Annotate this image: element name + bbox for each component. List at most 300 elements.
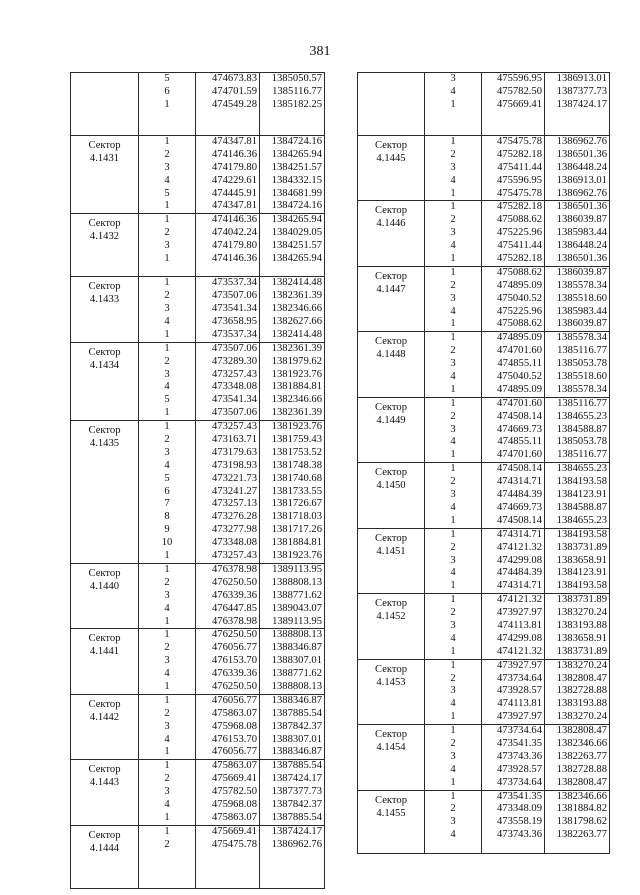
- coordinate-y: 1381748.38: [271, 459, 322, 471]
- coordinate-y: 1388307.01: [271, 655, 322, 667]
- coordinate-y: 1384655.23: [556, 514, 607, 526]
- coordinate-y: 1384029.05: [271, 227, 322, 239]
- coordinate-x: 473348.09: [496, 803, 542, 815]
- coordinate-x: 473541.35: [496, 737, 542, 749]
- coordinate-x: 474895.09: [496, 332, 542, 344]
- coordinate-y-column: [545, 266, 610, 331]
- coordinate-y: 1385116.77: [557, 345, 607, 357]
- coordinate-y: 1387885.54: [271, 811, 322, 823]
- coordinate-y: 1387377.73: [556, 85, 607, 97]
- point-number: 4: [450, 174, 456, 186]
- sector-cell: [71, 629, 139, 694]
- coordinate-y-column: [545, 790, 610, 853]
- coordinate-x: 474508.14: [496, 514, 542, 526]
- coordinate-x: 475863.07: [211, 707, 257, 719]
- coordinate-x: 473241.27: [211, 485, 257, 497]
- coordinate-y: 1381717.26: [271, 524, 322, 536]
- coordinate-y: 1381884.81: [271, 381, 322, 393]
- point-number-column: [425, 725, 482, 790]
- point-number: 5: [164, 73, 170, 84]
- point-number: 1: [450, 383, 456, 395]
- point-number: 1: [450, 790, 456, 802]
- point-number: 3: [164, 446, 170, 458]
- point-number: 1: [450, 645, 456, 657]
- point-number: 1: [164, 342, 170, 354]
- sector-cell: [358, 397, 425, 462]
- point-number: 4: [450, 240, 456, 252]
- point-number: 2: [450, 279, 456, 291]
- coordinate-y-column: [545, 725, 610, 790]
- coordinate-y: 1381740.68: [271, 472, 322, 484]
- coordinate-x: 473277.98: [211, 524, 257, 536]
- coordinate-y-column: [260, 694, 325, 759]
- point-number: 1: [450, 580, 456, 592]
- point-number: 1: [450, 266, 456, 278]
- coordinate-y: 1382346.66: [271, 303, 322, 315]
- coordinate-x: 474701.60: [496, 397, 542, 409]
- sector-row: [358, 397, 610, 462]
- coordinate-y: 1381726.67: [271, 498, 322, 510]
- coordinate-y: 1388808.13: [271, 680, 322, 692]
- coordinate-x: 476250.50: [211, 629, 257, 641]
- coordinate-x: 473541.34: [211, 303, 257, 315]
- sector-name: Сектор 4.1431: [88, 140, 121, 164]
- sector-row: [358, 73, 610, 136]
- sector-name: Сектор 4.1452: [375, 598, 407, 623]
- point-number-column: [139, 214, 196, 277]
- coordinate-x: 475596.95: [496, 174, 542, 186]
- coordinate-x: 473198.93: [211, 459, 257, 471]
- coordinate-x: 475040.52: [496, 292, 542, 304]
- coordinate-y-column: [545, 528, 610, 593]
- coordinate-x: 473658.95: [211, 316, 257, 328]
- point-number: 1: [450, 594, 456, 606]
- coordinate-x: 473928.57: [496, 685, 542, 697]
- coordinate-x: 473276.28: [211, 511, 257, 523]
- point-number-column: [139, 277, 196, 342]
- coordinate-x: 473179.63: [211, 446, 257, 458]
- coordinate-y: 1385578.34: [556, 279, 607, 291]
- coordinate-y: 1383731.89: [556, 645, 607, 657]
- coordinate-x: 473734.64: [496, 725, 542, 737]
- coordinate-x: 475782.50: [211, 786, 257, 798]
- point-number: 1: [164, 811, 170, 823]
- point-number: 2: [164, 227, 170, 239]
- coordinate-x: 474121.32: [496, 594, 542, 606]
- sector-cell: [358, 73, 425, 136]
- coordinate-y: 1382414.48: [271, 277, 322, 289]
- point-number: 2: [450, 345, 456, 357]
- coordinate-x: 474895.09: [496, 279, 542, 291]
- sector-name: Сектор 4.1432: [88, 218, 121, 243]
- coordinate-y: 1381759.43: [271, 434, 322, 446]
- coordinate-x: 474549.28: [211, 98, 257, 110]
- point-number: 5: [164, 187, 170, 199]
- point-number: 1: [164, 98, 170, 110]
- coordinate-y: 1381923.76: [271, 368, 322, 380]
- coordinate-x-column: [196, 694, 260, 759]
- point-number-column: [425, 790, 482, 853]
- coordinate-x: 474508.14: [496, 410, 542, 422]
- sector-cell: [71, 760, 139, 825]
- coordinate-y-column: [260, 760, 325, 825]
- sector-row: [71, 73, 325, 136]
- coordinate-y: 1384193.58: [556, 580, 607, 592]
- point-number: 10: [161, 537, 173, 549]
- coordinate-y-column: [545, 397, 610, 462]
- point-number: 1: [164, 746, 170, 758]
- coordinate-y: 1382361.39: [271, 290, 322, 302]
- coordinate-y: 1386039.87: [556, 214, 607, 226]
- coordinate-x: 475669.41: [496, 98, 542, 110]
- coordinate-x: 474701.60: [496, 345, 542, 357]
- coordinate-x: 474855.11: [497, 358, 542, 370]
- coordinate-y-column: [545, 136, 610, 201]
- point-number: 1: [450, 725, 456, 737]
- point-number-column: [139, 629, 196, 694]
- point-number: 5: [164, 394, 170, 406]
- coordinate-y: 1387424.17: [556, 98, 607, 110]
- point-number: 3: [164, 655, 170, 667]
- point-number: 3: [450, 358, 456, 370]
- sector-row: [71, 214, 325, 277]
- coordinate-y: 1381733.55: [271, 485, 322, 497]
- coordinate-x: 473541.35: [496, 790, 542, 802]
- coordinate-x: 474701.60: [496, 449, 542, 461]
- coordinate-x: 473927.97: [496, 711, 542, 723]
- point-number: 1: [450, 528, 456, 540]
- point-number-column: [425, 463, 482, 528]
- coordinate-y: 1389043.07: [271, 602, 322, 614]
- coordinate-y: 1389113.95: [272, 563, 322, 575]
- point-number: 1: [164, 629, 170, 641]
- coordinate-y: 1384193.58: [556, 528, 607, 540]
- point-number-column: [139, 825, 196, 888]
- point-number: 1: [164, 214, 170, 226]
- coordinate-x: 474179.80: [211, 161, 257, 173]
- point-number: 3: [450, 750, 456, 762]
- coordinate-y: 1383270.24: [556, 711, 607, 723]
- point-number: 3: [450, 816, 456, 828]
- point-number: 1: [450, 397, 456, 409]
- coordinates-table-right: [357, 72, 610, 854]
- coordinate-x: 474508.14: [496, 463, 542, 475]
- point-number: 3: [164, 589, 170, 601]
- coordinate-x-column: [482, 528, 545, 593]
- coordinate-x: 474146.36: [211, 253, 257, 265]
- coordinate-x: 474229.61: [211, 174, 257, 186]
- coordinate-y: 1387377.73: [271, 786, 322, 798]
- coordinate-x: 474669.73: [496, 423, 542, 435]
- point-number: 1: [450, 463, 456, 475]
- point-number: 1: [450, 332, 456, 344]
- coordinate-x: 474484.39: [496, 489, 542, 501]
- coordinate-y: 1381979.62: [271, 355, 322, 367]
- coordinate-x: 473257.13: [211, 498, 257, 510]
- point-number: 2: [450, 476, 456, 488]
- coordinate-x-column: [482, 594, 545, 659]
- sector-name: [358, 73, 424, 76]
- sector-row: [71, 563, 325, 628]
- coordinate-x: 474673.83: [211, 73, 257, 84]
- sector-row: [71, 136, 325, 214]
- point-number: 1: [164, 825, 170, 837]
- sector-cell: [358, 594, 425, 659]
- sector-cell: [358, 790, 425, 853]
- coordinate-y: 1382263.77: [556, 829, 607, 841]
- coordinate-y: 1386962.76: [556, 136, 607, 147]
- point-number: 2: [450, 148, 456, 160]
- coordinate-y: 1384681.99: [271, 187, 322, 199]
- coordinate-y-column: [545, 463, 610, 528]
- sector-cell: [71, 694, 139, 759]
- coordinate-x: 474701.59: [211, 85, 257, 97]
- coordinate-x: 476056.77: [211, 694, 257, 706]
- coordinate-x: 475863.07: [211, 811, 257, 823]
- coordinate-y: 1384655.23: [556, 410, 607, 422]
- sector-name: Сектор 4.1441: [88, 633, 121, 658]
- point-number: 1: [450, 136, 456, 147]
- coordinate-y: 1382361.39: [271, 342, 322, 354]
- point-number: 1: [450, 711, 456, 723]
- coordinate-y: 1384123.91: [556, 489, 607, 501]
- coordinate-y: 1388808.13: [271, 629, 322, 641]
- coordinate-x-column: [482, 397, 545, 462]
- point-number: 3: [164, 720, 170, 732]
- sector-name: [71, 73, 138, 76]
- sector-row: [71, 629, 325, 694]
- coordinate-x: 473734.64: [496, 776, 542, 788]
- coordinate-x: 473507.06: [211, 407, 257, 419]
- coordinate-y: 1385053.78: [556, 358, 607, 370]
- point-number: 2: [164, 290, 170, 302]
- point-number: 4: [164, 459, 170, 471]
- coordinate-y: 1385518.60: [556, 292, 607, 304]
- coordinate-y: 1388771.62: [271, 668, 322, 680]
- coordinate-x: 474146.36: [211, 214, 257, 226]
- sector-row: [358, 136, 610, 201]
- coordinate-x: 473348.08: [211, 537, 257, 549]
- coordinate-x-column: [196, 277, 260, 342]
- coordinate-y: 1384332.15: [271, 174, 322, 186]
- coordinate-x-column: [196, 825, 260, 888]
- coordinate-x-column: [196, 421, 260, 564]
- coordinate-x: 474042.24: [211, 227, 257, 239]
- coordinate-x: 476153.70: [211, 733, 257, 745]
- point-number: 3: [450, 161, 456, 173]
- coordinate-x-column: [196, 629, 260, 694]
- point-number: 2: [164, 707, 170, 719]
- coordinate-x: 476378.98: [211, 615, 257, 627]
- point-number: 2: [164, 642, 170, 654]
- coordinate-x: 474179.80: [211, 240, 257, 252]
- sector-name: Сектор 4.1433: [88, 281, 121, 306]
- coordinate-y: 1381923.76: [271, 421, 322, 433]
- point-number: 4: [450, 501, 456, 513]
- point-number: 1: [164, 277, 170, 289]
- coordinate-y-column: [260, 277, 325, 342]
- point-number: 1: [450, 449, 456, 461]
- coordinate-x-column: [196, 563, 260, 628]
- coordinate-y-column: [545, 659, 610, 724]
- point-number-column: [425, 528, 482, 593]
- point-number: 1: [164, 253, 170, 265]
- sector-row: [358, 332, 610, 397]
- point-number: 3: [450, 292, 456, 304]
- sector-row: [358, 201, 610, 266]
- point-number: 4: [450, 829, 456, 841]
- coordinate-y: 1384588.87: [556, 423, 607, 435]
- coordinate-x: 476153.70: [211, 655, 257, 667]
- point-number: 4: [164, 602, 170, 614]
- coordinate-x: 476339.36: [211, 589, 257, 601]
- coordinate-y: 1387885.54: [271, 760, 322, 772]
- coordinate-y: 1382728.88: [556, 763, 607, 775]
- coordinate-x: 474484.39: [496, 567, 542, 579]
- coordinate-y: 1386913.01: [556, 174, 607, 186]
- sector-name: Сектор 4.1445: [375, 140, 407, 164]
- coordinate-y: 1385182.25: [271, 98, 322, 110]
- coordinate-x-column: [196, 136, 260, 214]
- coordinate-y: 1384724.16: [271, 200, 322, 212]
- sector-name: Сектор 4.1434: [88, 346, 121, 371]
- coordinate-x: 473734.64: [496, 672, 542, 684]
- coordinate-x: 475968.08: [211, 798, 257, 810]
- coordinate-y: 1386913.01: [556, 73, 607, 84]
- point-number: 4: [164, 316, 170, 328]
- coordinate-x: 475968.08: [211, 720, 257, 732]
- coordinate-x-column: [196, 73, 260, 136]
- coordinate-y: 1383193.88: [556, 698, 607, 710]
- point-number: 3: [450, 227, 456, 239]
- coordinate-y: 1382808.47: [556, 672, 607, 684]
- sector-cell: [71, 563, 139, 628]
- point-number: 4: [450, 567, 456, 579]
- coordinate-y: 1386501.36: [556, 148, 607, 160]
- sector-cell: [358, 266, 425, 331]
- sector-name: Сектор 4.1447: [375, 270, 407, 295]
- point-number: 3: [450, 685, 456, 697]
- coordinate-x: 473927.97: [496, 607, 542, 619]
- coordinate-x: 475411.44: [497, 161, 542, 173]
- coordinate-y-column: [260, 73, 325, 136]
- point-number: 2: [164, 148, 170, 160]
- coordinate-y: 1384123.91: [556, 567, 607, 579]
- coordinate-y: 1383270.24: [556, 607, 607, 619]
- coordinate-x: 476250.50: [211, 576, 257, 588]
- point-number-column: [425, 73, 482, 136]
- sector-name: Сектор 4.1454: [375, 729, 407, 754]
- point-number: 2: [450, 737, 456, 749]
- point-number: 8: [164, 511, 170, 523]
- point-number: 1: [450, 659, 456, 671]
- point-number-column: [425, 594, 482, 659]
- point-number: 4: [164, 174, 170, 186]
- sector-row: [358, 463, 610, 528]
- point-number-column: [139, 694, 196, 759]
- point-number: 2: [164, 355, 170, 367]
- coordinate-x: 476378.98: [211, 563, 257, 575]
- coordinates-table-left: [70, 72, 325, 889]
- coordinate-y: 1385116.77: [557, 449, 607, 461]
- coordinate-x: 475225.96: [496, 227, 542, 239]
- coordinate-y: 1386448.24: [556, 240, 607, 252]
- point-number: 2: [450, 803, 456, 815]
- sector-name: Сектор 4.1448: [375, 336, 407, 361]
- point-number: 1: [164, 563, 170, 575]
- coordinate-y: 1384193.58: [556, 476, 607, 488]
- coordinate-y-column: [260, 563, 325, 628]
- sector-row: [71, 277, 325, 342]
- point-number: 1: [164, 694, 170, 706]
- coordinate-y: 1383193.88: [556, 619, 607, 631]
- sector-cell: [358, 528, 425, 593]
- sector-cell: [358, 725, 425, 790]
- point-number-column: [139, 563, 196, 628]
- coordinate-x: 473927.97: [496, 659, 542, 671]
- coordinate-y: 1387842.37: [271, 720, 322, 732]
- coordinate-y: 1385518.60: [556, 371, 607, 383]
- sector-name: Сектор 4.1453: [375, 663, 407, 688]
- point-number: 4: [164, 733, 170, 745]
- coordinate-y: 1382346.66: [556, 737, 607, 749]
- coordinate-y: 1385050.57: [271, 73, 322, 84]
- coordinate-x: 476250.50: [211, 680, 257, 692]
- point-number: 3: [164, 161, 170, 173]
- coordinate-x: 474299.08: [496, 632, 542, 644]
- coordinate-x-column: [482, 73, 545, 136]
- sector-name: Сектор 4.1451: [375, 532, 407, 557]
- sector-cell: [71, 214, 139, 277]
- coordinate-y: 1384265.94: [271, 214, 322, 226]
- coordinate-x: 474121.32: [496, 541, 542, 553]
- coordinate-x: 473348.08: [211, 381, 257, 393]
- coordinate-y: 1388346.87: [271, 694, 322, 706]
- coordinate-x-column: [482, 790, 545, 853]
- coordinate-x: 475475.78: [496, 187, 542, 199]
- coordinate-y-column: [260, 629, 325, 694]
- sector-name: Сектор 4.1435: [88, 425, 121, 450]
- coordinate-x-column: [482, 659, 545, 724]
- point-number: 2: [164, 773, 170, 785]
- point-number-column: [425, 266, 482, 331]
- coordinate-x: 473257.43: [211, 368, 257, 380]
- coordinate-y: 1383658.91: [556, 554, 607, 566]
- coordinate-y: 1385983.44: [556, 305, 607, 317]
- coordinate-y-column: [260, 214, 325, 277]
- coordinate-x: 474146.36: [211, 148, 257, 160]
- point-number: 1: [164, 550, 170, 562]
- sector-row: [71, 825, 325, 888]
- sector-cell: [71, 277, 139, 342]
- sector-row: [71, 421, 325, 564]
- coordinate-x: 473743.36: [496, 750, 542, 762]
- point-number: 1: [164, 615, 170, 627]
- coordinate-x: 476447.85: [211, 602, 257, 614]
- point-number: 4: [450, 305, 456, 317]
- point-number-column: [425, 397, 482, 462]
- coordinate-x: 473289.30: [211, 355, 257, 367]
- point-number: 9: [164, 524, 170, 536]
- sector-cell: [358, 659, 425, 724]
- coordinate-x: 473541.34: [211, 394, 257, 406]
- coordinate-y-column: [260, 421, 325, 564]
- coordinate-x: 474895.09: [496, 383, 542, 395]
- sector-name: Сектор 4.1446: [375, 205, 407, 230]
- coordinate-x-column: [482, 463, 545, 528]
- sector-name: Сектор 4.1455: [375, 794, 407, 819]
- coordinate-x: 475669.41: [211, 825, 257, 837]
